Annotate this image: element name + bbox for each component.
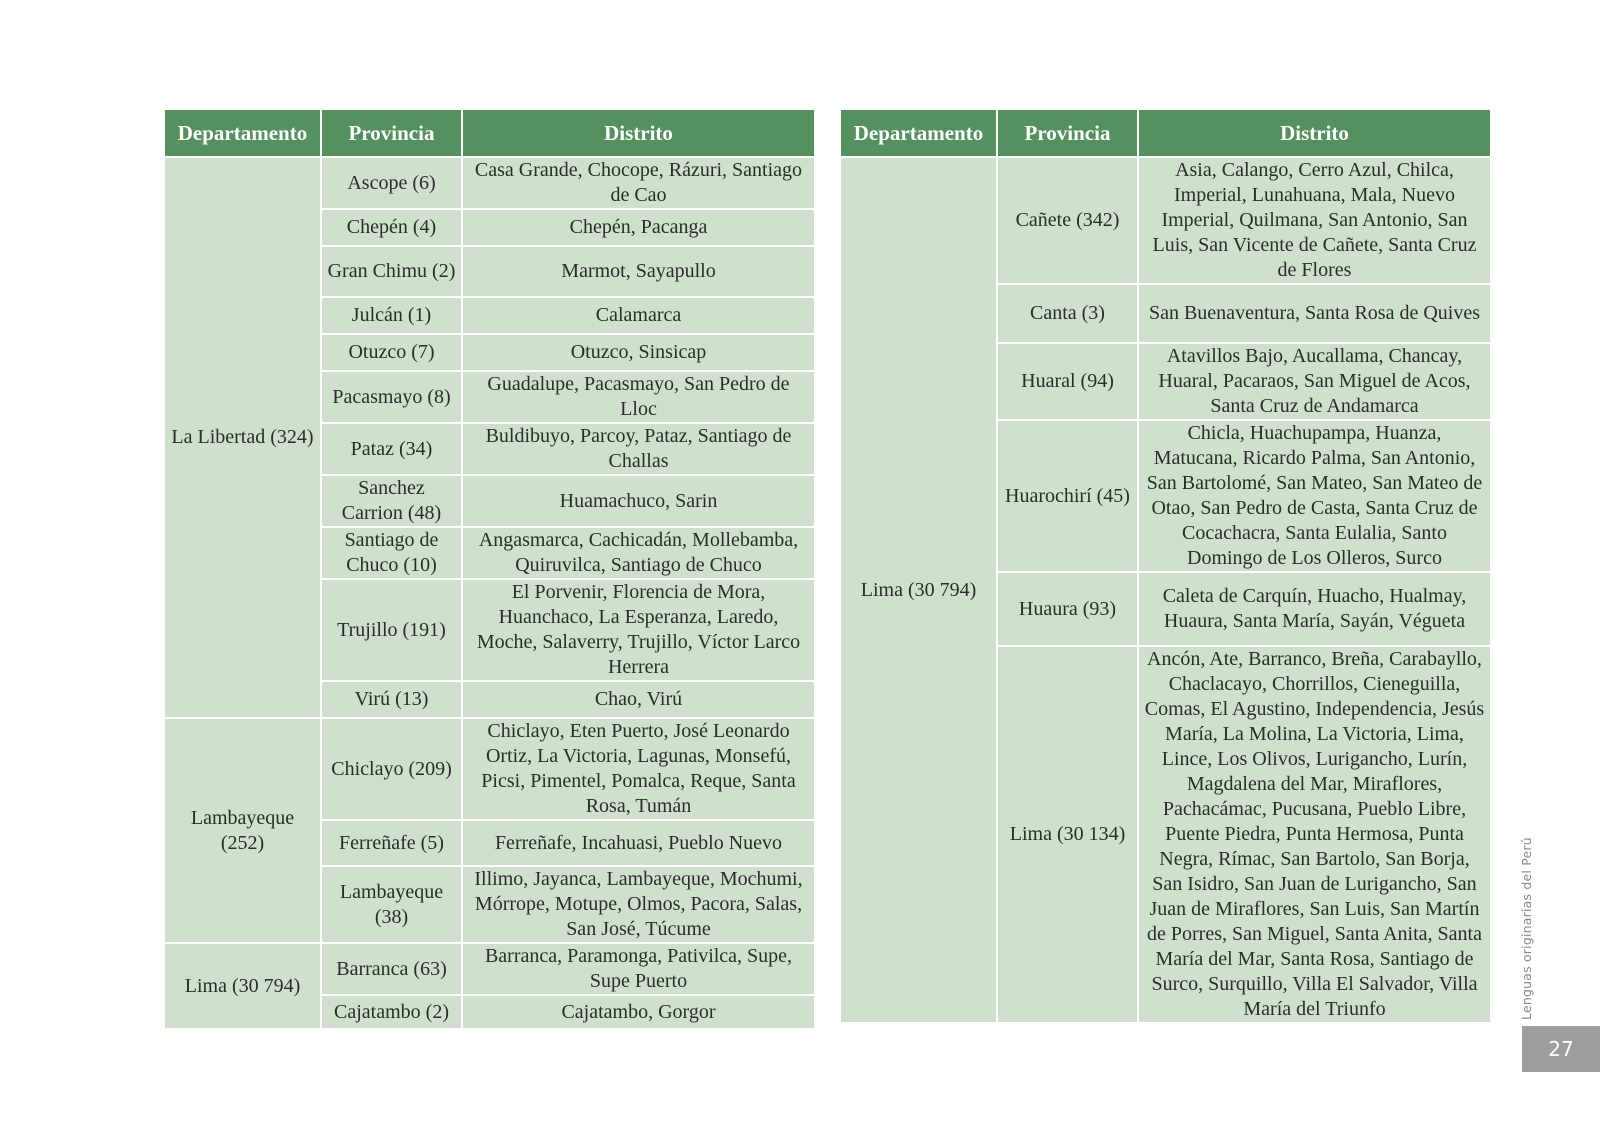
distrito-cell: Angasmarca, Cachicadán, Mollebamba, Quiruvilca, Santiago de Chuco — [462, 527, 815, 579]
distrito-cell: Marmot, Sayapullo — [462, 246, 815, 297]
distrito-cell: Chepén, Pacanga — [462, 209, 815, 246]
provincia-cell: Barranca (63) — [321, 943, 462, 995]
distrito-cell: Guadalupe, Pacasmayo, San Pedro de Lloc — [462, 371, 815, 423]
provincia-cell: Ascope (6) — [321, 157, 462, 209]
distrito-cell: Buldibuyo, Parcoy, Pataz, Santiago de Challas — [462, 423, 815, 475]
header-departamento: Departamento — [840, 109, 997, 157]
provincia-cell: Chepén (4) — [321, 209, 462, 246]
departamento-cell: Lambayeque (252) — [164, 718, 321, 943]
departamento-cell: Lima (30 794) — [164, 943, 321, 1029]
table-row — [164, 157, 815, 209]
distrito-cell: Calamarca — [462, 297, 815, 334]
left-table — [163, 108, 816, 1030]
provincia-cell: Huaral (94) — [997, 343, 1138, 420]
departamento-cell: La Libertad (324) — [164, 157, 321, 718]
departamento-cell: Lima (30 794) — [840, 157, 997, 1023]
distrito-cell: Asia, Calango, Cerro Azul, Chilca, Imperial, Lunahuana, Mala, Nuevo Imperial, Quilmana, San Antonio, San Luis, San Vicente de Cañete, Santa Cruz de Flores — [1138, 157, 1491, 284]
header-distrito: Distrito — [462, 109, 815, 157]
provincia-cell: Lima (30 134) — [997, 646, 1138, 1023]
provincia-cell: Julcán (1) — [321, 297, 462, 334]
provincia-cell: Gran Chimu (2) — [321, 246, 462, 297]
distrito-cell: Cajatambo, Gorgor — [462, 995, 815, 1029]
table-row — [164, 718, 815, 820]
distrito-cell: Caleta de Carquín, Huacho, Hualmay, Huaura, Santa María, Sayán, Végueta — [1138, 572, 1491, 646]
provincia-cell: Chiclayo (209) — [321, 718, 462, 820]
header-departamento: Departamento — [164, 109, 321, 157]
header-distrito: Distrito — [1138, 109, 1491, 157]
provincia-cell: Pacasmayo (8) — [321, 371, 462, 423]
provincia-cell: Pataz (34) — [321, 423, 462, 475]
table-row — [840, 157, 1491, 284]
distrito-cell: Atavillos Bajo, Aucallama, Chancay, Huaral, Pacaraos, San Miguel de Acos, Santa Cruz de Andamarca — [1138, 343, 1491, 420]
distrito-cell: Chiclayo, Eten Puerto, José Leonardo Ortiz, La Victoria, Lagunas, Monsefú, Picsi, Pimentel, Pomalca, Reque, Santa Rosa, Tumán — [462, 718, 815, 820]
provincia-cell: Ferreñafe (5) — [321, 820, 462, 866]
header-provincia: Provincia — [321, 109, 462, 157]
distrito-cell: Ferreñafe, Incahuasi, Pueblo Nuevo — [462, 820, 815, 866]
distrito-cell: Chicla, Huachupampa, Huanza, Matucana, Ricardo Palma, San Antonio, San Bartolomé, San Mateo, San Mateo de Otao, San Pedro de Casta, Santa Cruz de Cocachacra, Santa Eulalia, Santo Domingo de Los Olleros, Surco — [1138, 420, 1491, 572]
provincia-cell: Otuzco (7) — [321, 334, 462, 371]
provincia-cell: Huaura (93) — [997, 572, 1138, 646]
distrito-cell: Chao, Virú — [462, 681, 815, 718]
provincia-cell: Cañete (342) — [997, 157, 1138, 284]
page-number: 27 — [1522, 1026, 1600, 1072]
provincia-cell: Virú (13) — [321, 681, 462, 718]
distrito-cell: Huamachuco, Sarin — [462, 475, 815, 527]
distrito-cell: San Buenaventura, Santa Rosa de Quives — [1138, 284, 1491, 343]
header-row — [164, 109, 815, 157]
distrito-cell: Otuzco, Sinsicap — [462, 334, 815, 371]
provincia-cell: Cajatambo (2) — [321, 995, 462, 1029]
provincia-cell: Sanchez Carrion (48) — [321, 475, 462, 527]
right-table — [839, 108, 1492, 1024]
header-row — [840, 109, 1491, 157]
provincia-cell: Trujillo (191) — [321, 579, 462, 681]
provincia-cell: Huarochirí (45) — [997, 420, 1138, 572]
provincia-cell: Santiago de Chuco (10) — [321, 527, 462, 579]
book-title-side-label: Lenguas originarias del Perú — [1519, 837, 1534, 1020]
table-row — [164, 943, 815, 995]
header-provincia: Provincia — [997, 109, 1138, 157]
provincia-cell: Canta (3) — [997, 284, 1138, 343]
distrito-cell: El Porvenir, Florencia de Mora, Huanchaco, La Esperanza, Laredo, Moche, Salaverry, Trujillo, Víctor Larco Herrera — [462, 579, 815, 681]
distrito-cell: Illimo, Jayanca, Lambayeque, Mochumi, Mórrope, Motupe, Olmos, Pacora, Salas, San José, Túcume — [462, 866, 815, 943]
distrito-cell: Casa Grande, Chocope, Rázuri, Santiago de Cao — [462, 157, 815, 209]
distrito-cell: Barranca, Paramonga, Pativilca, Supe, Supe Puerto — [462, 943, 815, 995]
provincia-cell: Lambayeque (38) — [321, 866, 462, 943]
distrito-cell: Ancón, Ate, Barranco, Breña, Carabayllo, Chaclacayo, Chorrillos, Cieneguilla, Comas, El Agustino, Independencia, Jesús María, La Molina, La Victoria, Lima, Lince, Los Olivos, Lurigancho, Lurín, Magdalena del Mar, Miraflores, Pachacámac, Pucusana, Pueblo Libre, Puente Piedra, Punta Hermosa, Punta Negra, Rímac, San Bartolo, San Borja, San Isidro, San Juan de Lurigancho, San Juan de Miraflores, San Luis, San Martín de Porres, San Miguel, Santa Anita, Santa María del Mar, Santa Rosa, Santiago de Surco, Surquillo, Villa El Salvador, Villa María del Triunfo — [1138, 646, 1491, 1023]
